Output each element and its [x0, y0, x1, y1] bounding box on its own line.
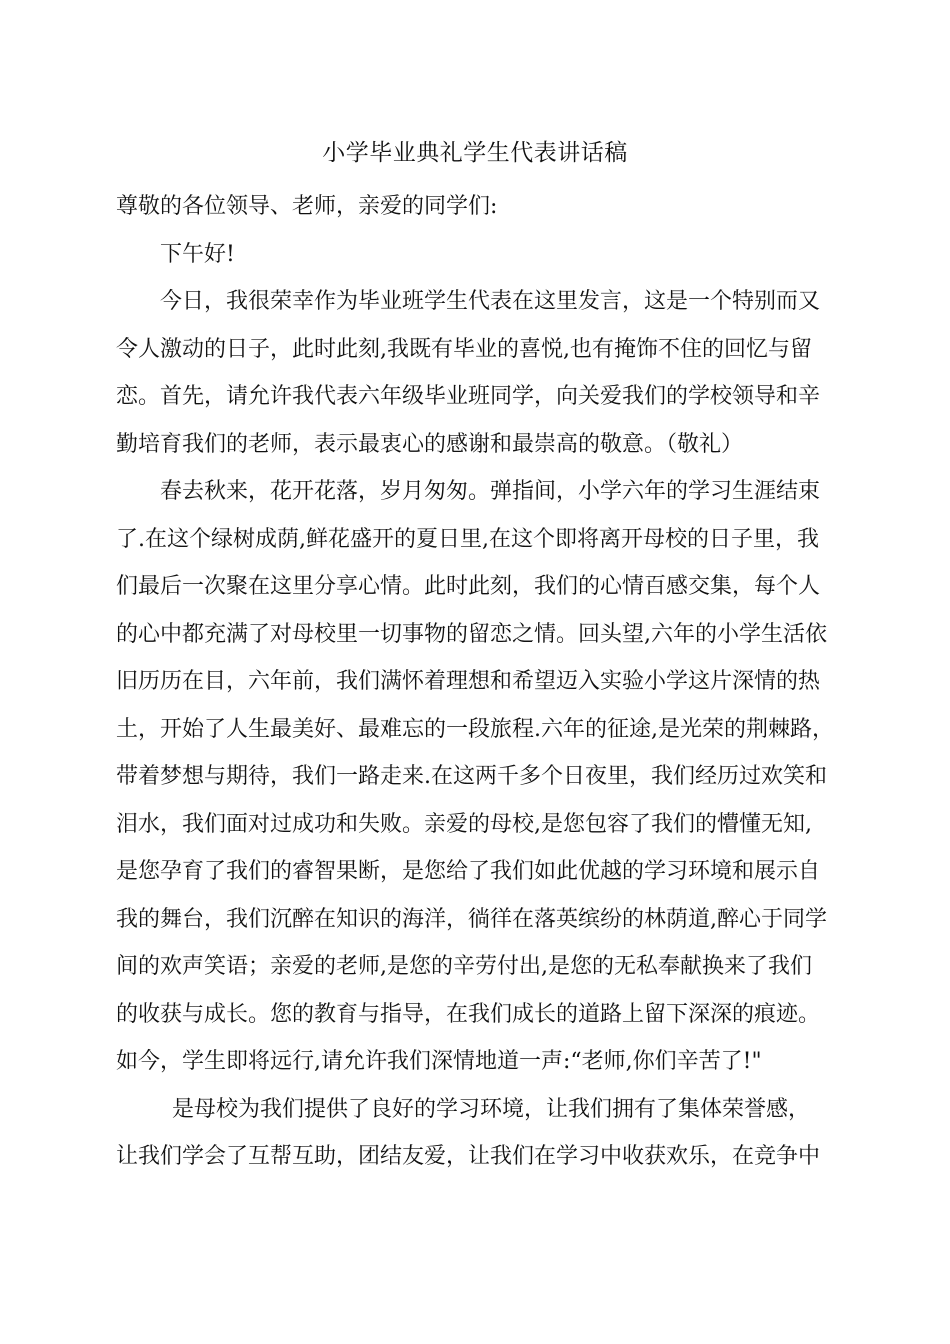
paragraph-line: 泪水，我们面对过成功和失败。亲爱的母校,是您包容了我们的懵懂无知,	[116, 811, 812, 837]
paragraph-line: 带着梦想与期待，我们一路走来.在这两千多个日夜里，我们经历过欢笑和	[116, 764, 827, 789]
paragraph-line: 令人激动的日子，此时此刻,我既有毕业的喜悦,也有掩饰不住的回忆与留	[116, 336, 812, 362]
paragraph-line: 间的欢声笑语；亲爱的老师,是您的辛劳付出,是您的无私奉献换来了我们	[116, 954, 812, 979]
paragraph-line: 勤培育我们的老师，表示最衷心的感谢和最崇高的敬意。（敬礼）	[116, 431, 744, 457]
page-title: 小学毕业典礼学生代表讲话稿	[322, 140, 628, 166]
paragraph-line: 是您孕育了我们的睿智果断，是您给了我们如此优越的学习环境和展示自	[116, 859, 821, 884]
paragraph-line: 的收获与成长。您的教育与指导，在我们成长的道路上留下深深的痕迹。	[116, 1001, 821, 1027]
paragraph-line: 们最后一次聚在这里分享心情。此时此刻，我们的心情百感交集，每个人	[116, 574, 821, 599]
paragraph-line: 旧历历在目，六年前，我们满怀着理想和希望迈入实验小学这片深情的热	[116, 669, 821, 694]
paragraph-line: 今日，我很荣幸作为毕业班学生代表在这里发言，这是一个特别而又	[160, 289, 821, 314]
greeting-line: 下午好!	[160, 241, 235, 267]
paragraph-line: 是母校为我们提供了良好的学习环境，让我们拥有了集体荣誉感，	[172, 1096, 811, 1122]
paragraph-line: 让我们学会了互帮互助，团结友爱，让我们在学习中收获欢乐，在竞争中	[116, 1144, 821, 1169]
paragraph-line: 恋。首先，请允许我代表六年级毕业班同学，向关爱我们的学校领导和辛	[116, 384, 821, 409]
paragraph-line: 的心中都充满了对母校里一切事物的留恋之情。回头望,六年的小学生活依	[116, 621, 827, 647]
paragraph-line: 土，开始了人生最美好、最难忘的一段旅程.六年的征途,是光荣的荆棘路，	[116, 716, 834, 742]
paragraph-line: 春去秋来，花开花落，岁月匆匆。弹指间，小学六年的学习生涯结束	[160, 479, 821, 504]
paragraph-line: 我的舞台，我们沉醉在知识的海洋，徜徉在落英缤纷的林荫道,醉心于同学	[116, 906, 827, 932]
salutation-line: 尊敬的各位领导、老师，亲爱的同学们:	[116, 194, 498, 219]
paragraph-line: 如今，学生即将远行,请允许我们深情地道一声:“老师,你们辛苦了!"	[116, 1049, 762, 1074]
paragraph-line: 了.在这个绿树成荫,鲜花盛开的夏日里,在这个即将离开母校的日子里，我	[116, 526, 819, 552]
document-body	[116, 183, 832, 1181]
